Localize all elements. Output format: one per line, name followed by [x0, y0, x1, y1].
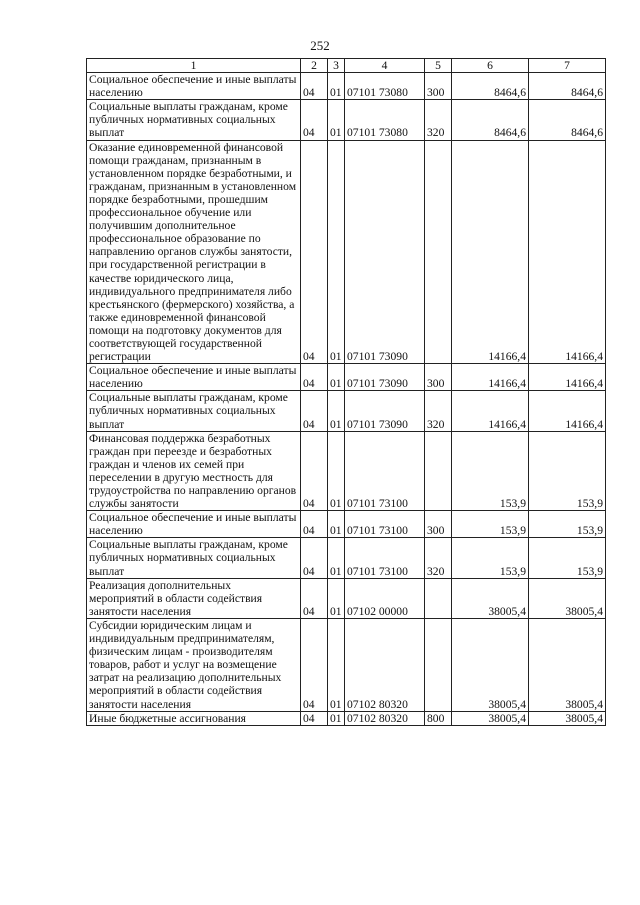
row-name: Субсидии юридическим лицам и индивидуальным предпринимателям, физическим лицам - производителям товаров, работ и услуг на возмещение затрат на реализацию дополнительных мероприятий в области содействия занятости населения — [87, 618, 301, 711]
row-expense-type: 300 — [425, 511, 452, 538]
row-name: Социальное обеспечение и иные выплаты населению — [87, 511, 301, 538]
table-row — [87, 391, 606, 431]
table-row — [87, 73, 606, 100]
column-header: 4 — [345, 59, 425, 73]
row-expense-type — [425, 140, 452, 364]
row-subsection: 01 — [328, 431, 345, 511]
row-amount-2: 14166,4 — [529, 364, 606, 391]
column-header: 1 — [87, 59, 301, 73]
column-header: 7 — [529, 59, 606, 73]
row-target-article: 07101 73100 — [345, 511, 425, 538]
row-expense-type: 320 — [425, 538, 452, 578]
row-name: Реализация дополнительных мероприятий в области содействия занятости населения — [87, 578, 301, 618]
row-target-article: 07101 73090 — [345, 140, 425, 364]
row-amount-1: 14166,4 — [452, 364, 529, 391]
row-section: 04 — [301, 140, 328, 364]
table-row — [87, 511, 606, 538]
row-target-article: 07101 73100 — [345, 431, 425, 511]
row-name: Социальное обеспечение и иные выплаты населению — [87, 364, 301, 391]
row-amount-2: 153,9 — [529, 511, 606, 538]
table-row — [87, 140, 606, 364]
row-name: Оказание единовременной финансовой помощи гражданам, признанным в установленном порядке безработными, и гражданам, признанным в установленном порядке безработными, прошедшим профессиональное обучение или получившим дополнительное профессиональное образование по направлению органов службы занятости, при государственной регистрации в качестве юридического лица, индивидуального предпринимателя либо крестьянского (фермерского) хозяйства, а также единовременной финансовой помощи на подготовку документов для соответствующей государственной регистрации — [87, 140, 301, 364]
row-expense-type — [425, 618, 452, 711]
row-section: 04 — [301, 538, 328, 578]
row-name: Иные бюджетные ассигнования — [87, 711, 301, 725]
table-row — [87, 578, 606, 618]
table-row — [87, 364, 606, 391]
row-expense-type: 300 — [425, 364, 452, 391]
row-section: 04 — [301, 618, 328, 711]
row-amount-2: 153,9 — [529, 538, 606, 578]
row-amount-1: 38005,4 — [452, 711, 529, 725]
row-name: Социальные выплаты гражданам, кроме публичных нормативных социальных выплат — [87, 538, 301, 578]
table-row — [87, 711, 606, 725]
row-name: Финансовая поддержка безработных граждан при переезде и безработных граждан и членов их семей при переселении в другую местность для трудоустройства по направлению органов службы занятости — [87, 431, 301, 511]
row-amount-1: 38005,4 — [452, 578, 529, 618]
row-subsection: 01 — [328, 391, 345, 431]
row-target-article: 07102 80320 — [345, 711, 425, 725]
row-target-article: 07101 73090 — [345, 364, 425, 391]
row-expense-type: 800 — [425, 711, 452, 725]
row-subsection: 01 — [328, 578, 345, 618]
row-expense-type — [425, 431, 452, 511]
table-body — [87, 73, 606, 726]
row-subsection: 01 — [328, 73, 345, 100]
row-target-article: 07102 80320 — [345, 618, 425, 711]
table-row — [87, 618, 606, 711]
row-amount-1: 8464,6 — [452, 100, 529, 140]
row-expense-type: 300 — [425, 73, 452, 100]
row-name: Социальные выплаты гражданам, кроме публичных нормативных социальных выплат — [87, 100, 301, 140]
row-amount-2: 14166,4 — [529, 140, 606, 364]
row-amount-1: 153,9 — [452, 431, 529, 511]
row-amount-1: 8464,6 — [452, 73, 529, 100]
row-section: 04 — [301, 391, 328, 431]
row-amount-2: 153,9 — [529, 431, 606, 511]
row-amount-2: 38005,4 — [529, 618, 606, 711]
row-target-article: 07101 73090 — [345, 391, 425, 431]
row-section: 04 — [301, 711, 328, 725]
row-target-article: 07101 73100 — [345, 538, 425, 578]
row-amount-1: 153,9 — [452, 538, 529, 578]
row-amount-2: 38005,4 — [529, 711, 606, 725]
row-target-article: 07101 73080 — [345, 100, 425, 140]
row-name: Социальное обеспечение и иные выплаты населению — [87, 73, 301, 100]
row-section: 04 — [301, 364, 328, 391]
table-header — [87, 59, 606, 73]
table-row — [87, 100, 606, 140]
row-subsection: 01 — [328, 511, 345, 538]
row-expense-type: 320 — [425, 391, 452, 431]
row-amount-2: 8464,6 — [529, 73, 606, 100]
column-header: 3 — [328, 59, 345, 73]
row-amount-1: 14166,4 — [452, 391, 529, 431]
row-expense-type — [425, 578, 452, 618]
row-amount-1: 153,9 — [452, 511, 529, 538]
row-target-article: 07102 00000 — [345, 578, 425, 618]
table-row — [87, 538, 606, 578]
header-row — [87, 59, 606, 73]
column-header: 6 — [452, 59, 529, 73]
row-target-article: 07101 73080 — [345, 73, 425, 100]
row-section: 04 — [301, 431, 328, 511]
row-amount-1: 14166,4 — [452, 140, 529, 364]
column-header: 2 — [301, 59, 328, 73]
row-amount-1: 38005,4 — [452, 618, 529, 711]
table-row — [87, 431, 606, 511]
row-amount-2: 38005,4 — [529, 578, 606, 618]
row-subsection: 01 — [328, 140, 345, 364]
row-amount-2: 14166,4 — [529, 391, 606, 431]
row-subsection: 01 — [328, 364, 345, 391]
column-header: 5 — [425, 59, 452, 73]
budget-table — [86, 58, 606, 726]
row-expense-type: 320 — [425, 100, 452, 140]
row-amount-2: 8464,6 — [529, 100, 606, 140]
row-subsection: 01 — [328, 618, 345, 711]
page-number: 252 — [310, 38, 330, 53]
row-section: 04 — [301, 100, 328, 140]
row-name: Социальные выплаты гражданам, кроме публичных нормативных социальных выплат — [87, 391, 301, 431]
row-subsection: 01 — [328, 538, 345, 578]
row-subsection: 01 — [328, 100, 345, 140]
row-subsection: 01 — [328, 711, 345, 725]
row-section: 04 — [301, 511, 328, 538]
row-section: 04 — [301, 578, 328, 618]
row-section: 04 — [301, 73, 328, 100]
